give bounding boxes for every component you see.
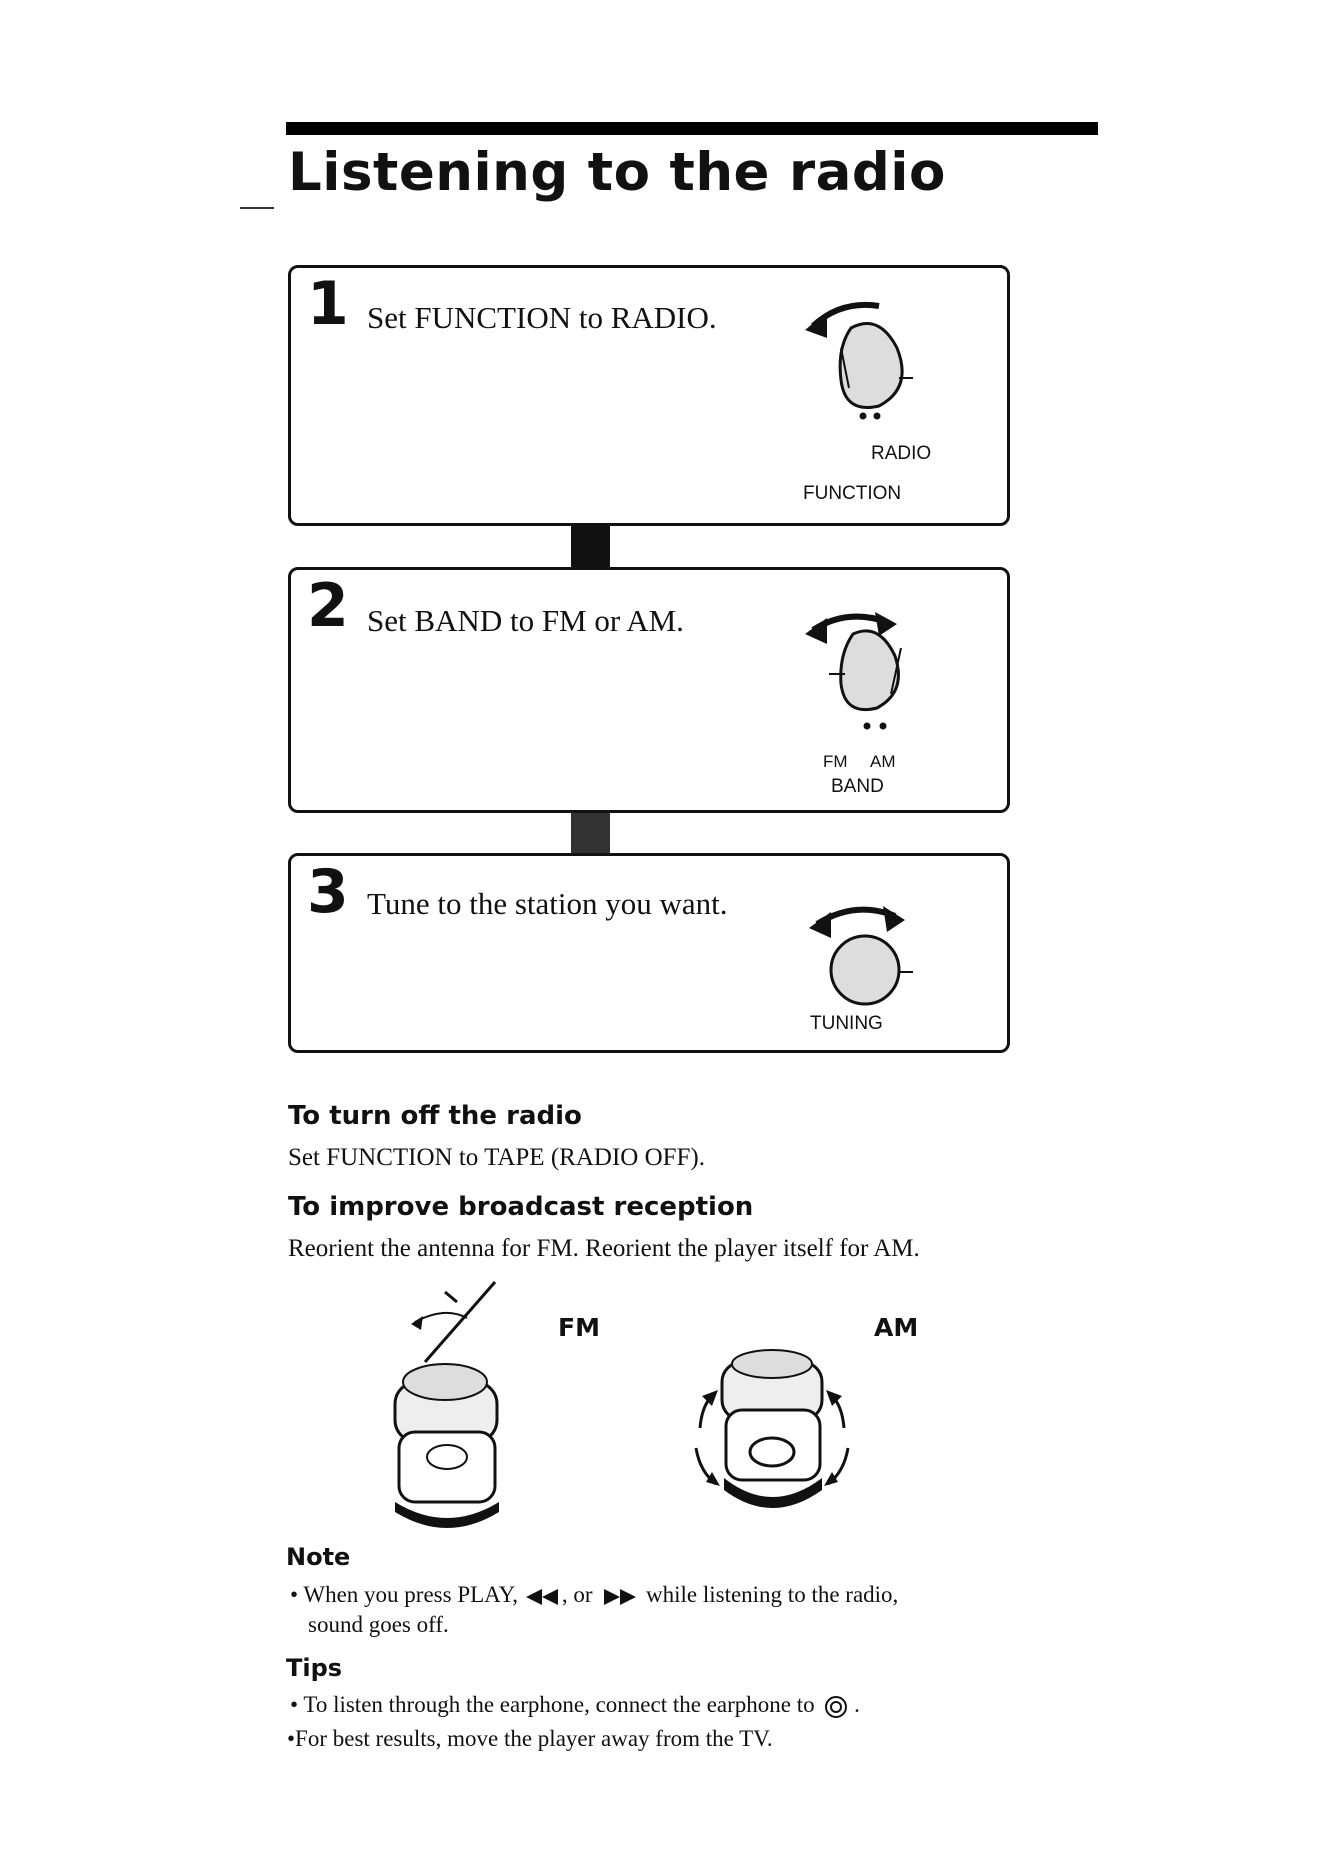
dial-label-function: FUNCTION [803, 483, 902, 504]
tuning-dial-icon [805, 884, 945, 1004]
step-connector [571, 811, 610, 857]
step-number: 2 [307, 571, 349, 641]
note-heading: Note [286, 1543, 351, 1571]
rewind-icon [526, 1588, 560, 1606]
reception-heading: To improve broadcast reception [288, 1192, 754, 1222]
tips-heading: Tips [286, 1654, 343, 1682]
turn-off-text: Set FUNCTION to TAPE (RADIO OFF). [288, 1144, 706, 1171]
am-label: AM [874, 1313, 919, 1342]
step-text: Set FUNCTION to RADIO. [367, 300, 717, 335]
earphone-jack-icon [824, 1695, 848, 1719]
dial-label-tuning: TUNING [810, 1013, 883, 1034]
tip-item-1-text: • To listen through the earphone, connect the earphone to [290, 1692, 815, 1717]
fm-player-antenna-icon [385, 1272, 525, 1532]
step-text: Tune to the station you want. [367, 886, 728, 921]
tip-item-2: •For best results, move the player away from the TV. [287, 1726, 773, 1751]
dial-label-fm: FM [823, 752, 848, 771]
function-dial-icon [801, 288, 941, 418]
note-text-c: while listening to the radio, [645, 1582, 899, 1607]
step-text: Set BAND to FM or AM. [367, 603, 684, 638]
note-line-2: sound goes off. [308, 1612, 449, 1637]
dial-label-radio: RADIO [871, 443, 932, 464]
title-rule [286, 122, 1098, 135]
fast-forward-icon [602, 1588, 636, 1606]
step-2-box [288, 567, 1010, 813]
step-number: 3 [307, 857, 349, 927]
fm-label: FM [558, 1313, 600, 1342]
step-number: 1 [307, 269, 349, 339]
note-text-b: , or [561, 1582, 593, 1607]
tip-period: . [854, 1692, 860, 1717]
band-dial-icon [801, 594, 941, 724]
dial-label-am: AM [870, 752, 896, 771]
page-title: Listening to the radio [288, 142, 946, 203]
am-player-rotate-icon [672, 1348, 872, 1538]
margin-mark [240, 207, 274, 209]
step-3-box [288, 853, 1010, 1053]
turn-off-heading: To turn off the radio [288, 1101, 582, 1131]
step-1-box [288, 265, 1010, 526]
tip-item-1 [290, 1692, 860, 1719]
dial-label-band: BAND [831, 776, 884, 797]
reception-text: Reorient the antenna for FM. Reorient the player itself for AM. [288, 1235, 920, 1262]
step-connector [571, 524, 610, 569]
note-line-1 [290, 1582, 898, 1608]
note-text-a: • When you press PLAY, [290, 1582, 519, 1607]
